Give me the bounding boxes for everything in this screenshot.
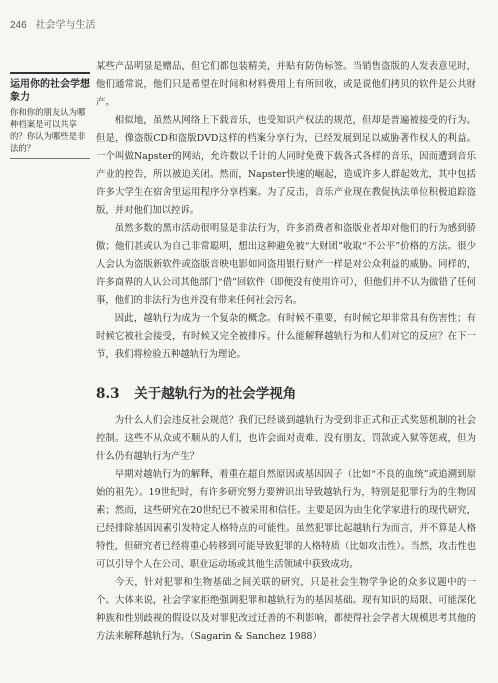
page-header [10,16,95,31]
section-number: 8.3 [96,386,120,402]
sidebar-body: 你和你的朋友认为哪种档案是可以共享的？你认为哪些是非法的？ [10,107,86,153]
sidebar-top-rule [10,72,90,74]
paragraph: 虽然多数的黑市活动很明显是非法行为，许多消费者和盗版业者却对他们的行为感到骄傲；他们甚或认为自己非常聪明，想出这种避免被“大财团”收取“不公平”价格的方法。很少人会认为盗版新软件或盗版音映电影如同盗用银行财产一样是对公众利益的威胁。同样的，许多商界的人认公司其他部门“借”回软件（即便没有使用许可），但他们并不认为做错了任何事，他们的非法行为也并没有带来任何社会污名。 [96,223,476,306]
paragraph: 早期对越轨行为的解释，着重在超自然原因或基因因子（比如“不良的血统”或追溯到原始的祖先）。19世纪时，有许多研究努力要辨识出导致越轨行为，特别是犯罪行为的生物因素；然而，这些研究在20世纪已不被采用和信任。主要是因为由生化学家进行的现代研究，已经排除基因因素引发特定人格特点的可能性。虽然犯罪比起越轨行为而言，并不算是人格特性，但研究者已经将重心转移到可能导致犯罪的人格特质（比如攻击性）。当然，攻击性也可以引导个人在公司、职业运动场或其他生活领域中获致成功。 [96,469,476,570]
sidebar-title: 运用你的社会学想象力 [10,79,90,103]
page-number: 246 [10,20,27,31]
sidebar-bottom-rule [10,158,90,159]
running-title: 社会学与生活 [35,20,96,31]
section-heading [96,384,476,404]
paragraph: 今天，针对犯罪和生物基础之间关联的研究，只是社会生物学争论的众多议题中的一个。大体来说，社会学家拒绝强调犯罪和越轨行为的基因基础。现有知识的局限、可能深化种族和性别歧视的假设以及对罪犯改过迁善的不利影响，都使得社会学者大规模思考其他的方法来解释越轨行为。（Sagarin & Sanchez 1988） [96,577,476,642]
paragraph: 因此，越轨行为成为一个复杂的概念。有时候不重要，有时候它却非常具有伤害性；有时候它被社会接受，有时候又完全被排斥。什么能解释越轨行为和人们对它的反应？在下一节，我们将检验五种越轨行为理论。 [96,313,476,360]
sidebar-box [10,72,90,163]
paragraph: 为什么人们会违反社会规范？我们已经谈到越轨行为受到非正式和正式奖惩机制的社会控制。这些不从众或不顺从的人们，也许会面对责难、没有朋友、罚款或入狱等惩戒，但为什么仍有越轨行为产生？ [96,415,476,462]
main-text [96,58,476,646]
paragraph: 某些产品明显是赠品，但它们都包装精美，并贴有防伪标签。当销售盗版的人发表意见时，他们通常说，他们只是希望在时间和材料费用上有所回收，或是说他们拷贝的软件是公共财产。 [96,61,476,108]
section-title: 关于越轨行为的社会学视角 [134,386,297,402]
paragraph: 相似地，虽然从网络上下载音乐，也受知识产权法的规范，但却是普遍被接受的行为。但是，像盗版CD和盗版DVD这样的档案分享行为，已经发展到足以威胁著作权人的利益。一个叫做Napster的网站，允许数以千计的人同时免费下载各式各样的音乐，因而遭到音乐产业的控告，所以被迫关闭。然而，Napster快速的崛起，造成许多人群起效尤，其中包括许多大学生在宿舍里运用程序分享档案。为了反击，音乐产业现在教促执法单位积极追踪盗版，并对他们加以控诉。 [96,115,476,216]
